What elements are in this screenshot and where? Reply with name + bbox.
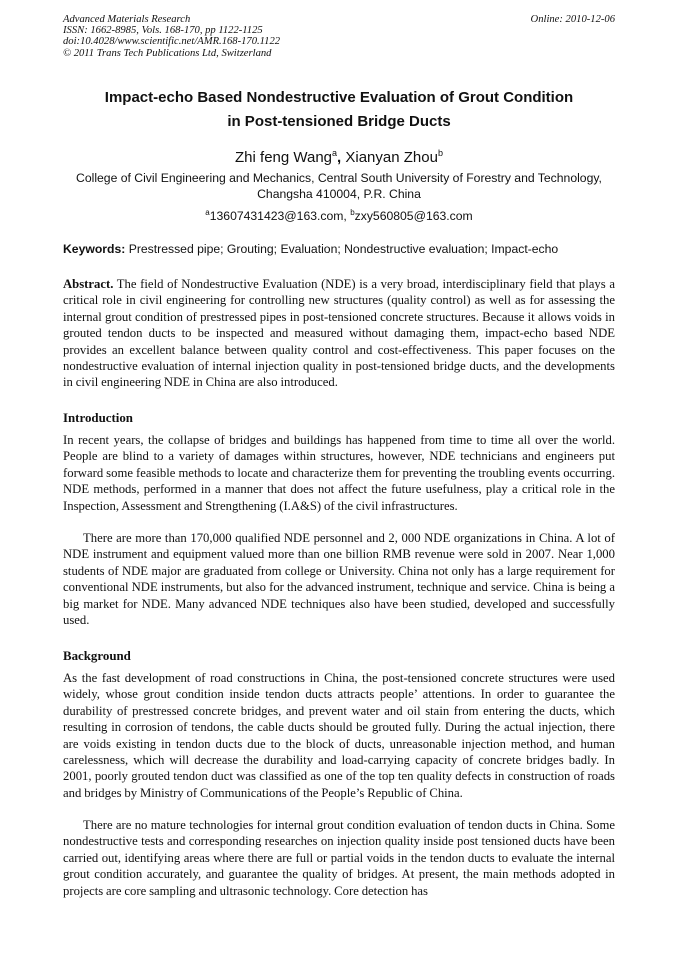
affiliation	[50, 170, 628, 202]
abstract-paragraph	[63, 276, 615, 391]
copyright-line: © 2011 Trans Tech Publications Ltd, Switzerland	[63, 47, 272, 59]
abstract-label: Abstract.	[63, 277, 114, 291]
title-line-2: in Post-tensioned Bridge Ducts	[227, 113, 451, 130]
background-heading: Background	[63, 649, 131, 663]
keywords-label: Keywords:	[63, 242, 126, 256]
author-2: Xianyan Zhou	[345, 149, 438, 166]
affiliation-line-2: Changsha 410004, P.R. China	[257, 187, 421, 201]
introduction-heading: Introduction	[63, 411, 133, 425]
background-paragraph-1: As the fast development of road constructions in China, the post-tensioned concrete structures were used widely, whose grout condition inside tendon ducts attracts people’ attentions. In order to guarantee the durability of prestressed concrete bridges, and prevent water and oil stain from entering the ducts, which resulting in corrosion of tendons, the cable ducts should be grouted fully. During the actual injection, there are voids existing in tendon ducts due to the block of ducts, unreasonable injection method, and human carelessness, which will decrease the durability and load-carrying capacity of concrete bridges badly. In 2001, poorly grouted tendon duct was classified as one of the top ten quality defects in construction of roads and bridges by Ministry of Communications of the People’s Republic of China.	[63, 671, 615, 800]
email-b: zxy560805@163.com	[354, 209, 473, 224]
author-list	[40, 143, 638, 168]
abstract-text: The field of Nondestructive Evaluation (NDE) is a very broad, interdisciplinary field that plays a critical role in civil engineering for controlling new structures (quality control) as well as for assessing the internal grout condition of prestressed pipes in post-tensioned concrete structures. Because it allows voids in grouted tendon ducts to be inspected and measured without damaging them, impact-echo based NDE provides an excellent balance between quality control and cost-effectiveness. This paper focuses on the nondestructive evaluation of internal injection quality in post-tensioned bridge ducts, and the developments in civil engineering NDE in China are also introduced.	[63, 277, 615, 390]
journal-name: Advanced Materials Research	[63, 14, 191, 25]
email-b-mark: b	[350, 208, 355, 217]
introduction-paragraph-2: There are more than 170,000 qualified NDE personnel and 2, 000 NDE organizations in China. A lot of NDE instrument and equipment valued more than one billion RMB revenue were sold in 2007. Near 1,000 students of NDE major are graduated from college or University. China not only has a large requirement for conventional NDE instruments, but also for the advanced instrument, technique and service. China is being a big market for NDE. Many advanced NDE techniques also have been studied, developed and successfully used.	[63, 531, 615, 628]
author-separator: ,	[337, 149, 346, 166]
keywords-text: Prestressed pipe; Grouting; Evaluation; Nondestructive evaluation; Impact-echo	[125, 242, 559, 256]
issn-line: ISSN: 1662-8985, Vols. 168-170, pp 1122-1125	[63, 25, 263, 37]
keywords	[63, 241, 615, 257]
online-date: Online: 2010-12-06	[530, 14, 615, 25]
title-line-1: Impact-echo Based Nondestructive Evaluation of Grout Condition	[104, 89, 574, 106]
background-paragraph-2: There are no mature technologies for internal grout condition evaluation of tendon ducts in China. Some nondestructive tests and corresponding researches on injection quality inside post tensioned ducts have been carried out, identifying areas where there are full or partial voids in the tendon ducts to evaluate the internal grout condition accurately, and guarantee the quality of bridges. At present, the main methods adopted in projects are core sampling and ultrasonic technology. Core detection has	[63, 818, 615, 898]
doi-line: doi:10.4028/www.scientific.net/AMR.168-170.1122	[63, 36, 281, 48]
author-1: Zhi feng Wang	[235, 149, 333, 166]
author-2-mark: b	[437, 148, 443, 158]
affiliation-line-1: College of Civil Engineering and Mechanics, Central South University of Forestry and Technology,	[76, 171, 602, 185]
email-line	[50, 205, 628, 224]
journal-metadata	[63, 14, 280, 59]
email-a: 13607431423@163.com,	[209, 209, 351, 224]
email-a-mark: a	[205, 208, 210, 217]
introduction-paragraph-1: In recent years, the collapse of bridges and buildings has happened from time to time all over the world. People are blind to a variety of damages within structures, however, NDE technicians and engineers put forward some feasible methods to locate and characterize them for preventing the troubling events occurring. NDE methods, performed in a manner that does not affect the future usefulness, play a critical role in the Inspection, Assessment and Strengthening (I.A&S) of the civil infrastructures.	[63, 433, 615, 513]
author-1-mark: a	[332, 148, 338, 158]
